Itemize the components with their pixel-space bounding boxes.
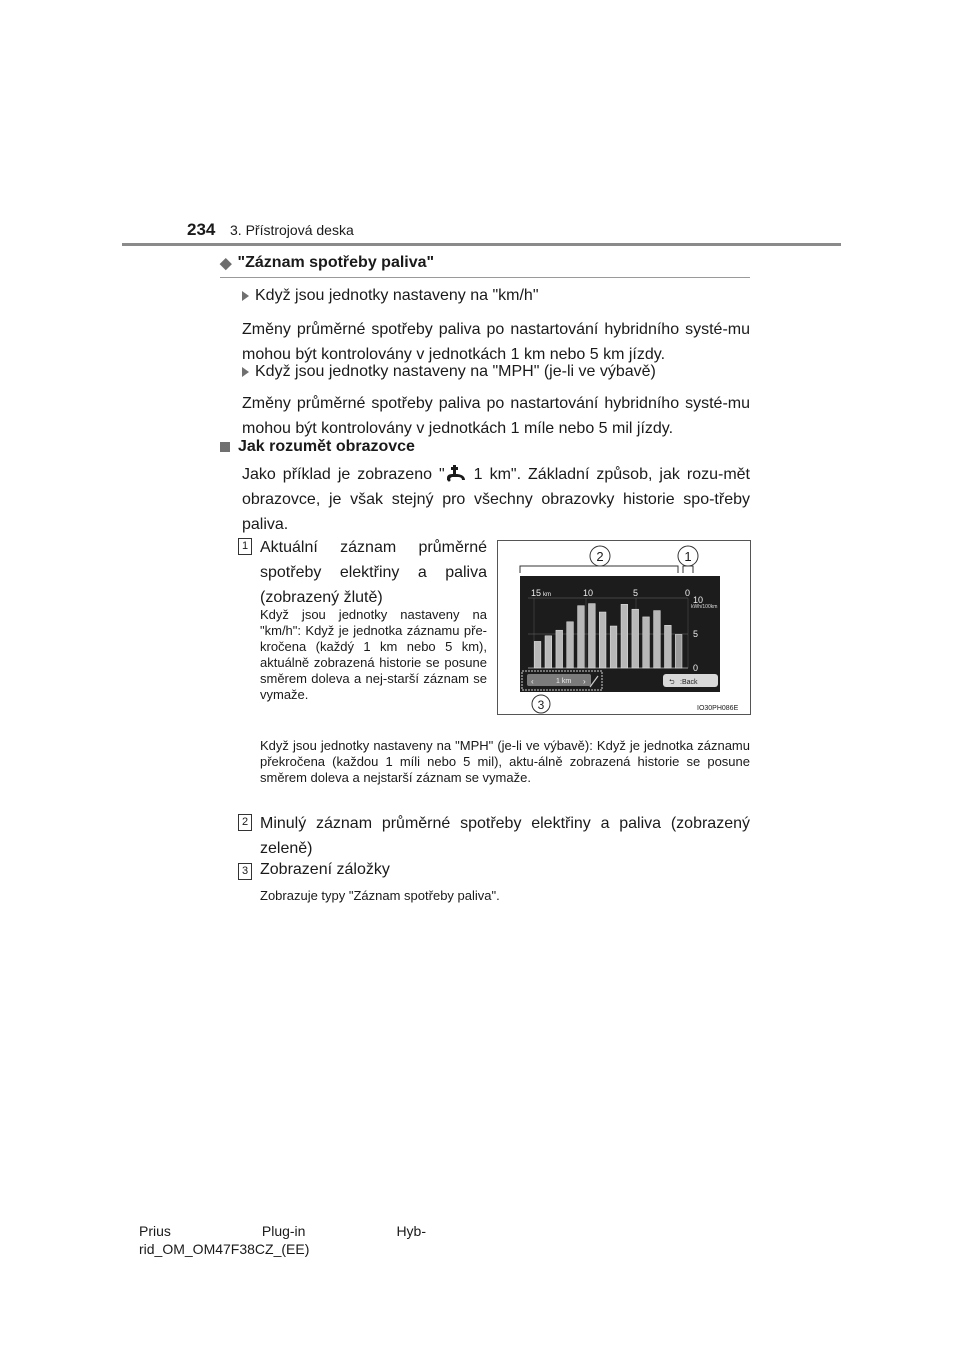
units-kmh-heading-text: Když jsou jednotky nastaveny na "km/h" (255, 287, 539, 304)
section-heading-text: "Záznam spotřeby paliva" (237, 254, 435, 271)
footer-line1-c: Hyb- (396, 1223, 426, 1239)
svg-text:⮌: ⮌ (669, 679, 675, 686)
screen-section-heading (220, 438, 415, 456)
history-bar (654, 611, 661, 668)
callout-2-label: 2 (596, 549, 604, 564)
callout-2 (590, 546, 610, 566)
triangle-bullet-icon (242, 367, 249, 377)
history-bar (578, 606, 585, 668)
history-bar (632, 609, 639, 668)
intro-text-before: Jako příklad je zobrazeno " (242, 466, 445, 483)
y-tick-label: 0 (693, 663, 699, 673)
history-bar (675, 634, 682, 668)
y-unit-label: kWh/100km (691, 604, 718, 610)
units-mph-heading (242, 363, 656, 381)
history-bar (545, 636, 552, 668)
x-tick-label: 15 (531, 588, 542, 598)
x-tick-label: 5 (633, 588, 639, 598)
footer-line1-b: Plug-in (261, 1223, 306, 1239)
callout-1 (678, 546, 698, 566)
back-button-label: :Back (680, 679, 698, 686)
item-1-note-mph: Když jsou jednotky nastaveny na "MPH" (je-li ve výbavě): Když je jednotka záznamu překročena (každou 1 míli nebo 5 mil), aktu-álně zobrazená historie se posune směrem doleva a nejstarší záznam se vymaže. (260, 738, 750, 785)
callout-3 (532, 695, 550, 713)
bracket-past-records (520, 566, 678, 573)
image-code: IO30PH086E (697, 705, 739, 712)
history-bar (599, 612, 606, 668)
screen-section-heading-text: Jak rozumět obrazovce (238, 438, 415, 455)
footer-document-id (139, 1222, 426, 1258)
item-1-note-kmh: Když jsou jednotky nastaveny na "km/h": Když je jednotka záznamu pře-kročena (každý 1 km nebo 5 km), aktuálně zobrazená historie se posune směrem doleva a nej-starší záznam se vymaže. (260, 607, 487, 702)
header-divider (122, 243, 841, 246)
item-number-2: 2 (238, 814, 252, 831)
svg-text:›: › (583, 677, 586, 686)
square-bullet-icon (220, 442, 230, 452)
history-bar (534, 641, 541, 668)
screen-intro-paragraph (242, 462, 750, 537)
history-bar (556, 630, 563, 668)
history-bar (567, 622, 574, 668)
item-3-text: Zobrazení záložky (260, 861, 390, 878)
item-number-1: 1 (238, 538, 252, 555)
history-bar (643, 617, 650, 668)
history-bar (589, 604, 596, 668)
y-tick-label: 10 (693, 595, 704, 605)
units-kmh-paragraph: Změny průměrné spotřeby paliva po nastartování hybridního systé-mu mohou být kontrolovány v jednotkách 1 km nebo 5 km jízdy. (242, 321, 750, 363)
x-unit-label: km (543, 592, 551, 598)
units-mph-heading-text: Když jsou jednotky nastaveny na "MPH" (je-li ve výbavě) (255, 363, 656, 380)
section-title: 3. Přístrojová deska (230, 222, 354, 238)
x-tick-label: 10 (583, 588, 594, 598)
callout-1-label: 1 (684, 549, 692, 564)
screen-figure (497, 540, 751, 715)
units-mph-paragraph: Změny průměrné spotřeby paliva po nastartování hybridního systé-mu mohou být kontrolovány v jednotkách 1 míle nebo 5 mil jízdy. (242, 395, 750, 437)
item-3-note: Zobrazuje typy "Záznam spotřeby paliva". (260, 888, 500, 903)
page-number: 234 (187, 220, 216, 239)
callout-3-label: 3 (537, 698, 545, 712)
x-tick-label: 0 (685, 588, 691, 598)
item-number-3: 3 (238, 863, 252, 880)
y-tick-label: 5 (693, 629, 699, 639)
tab-label: 1 km (556, 678, 572, 685)
section-heading-divider (220, 277, 750, 278)
fuel-history-screen-illustration (498, 541, 750, 714)
triangle-bullet-icon (242, 291, 249, 301)
history-bar (610, 626, 617, 668)
history-bar (621, 604, 628, 668)
plug-car-icon (445, 464, 467, 482)
footer-line1-a: Prius (139, 1223, 171, 1239)
intro-text-after: 1 km". Základní způsob, jak rozu-mět obrazovce, je však stejný pro všechny obrazovky historie spo-třeby paliva. (242, 466, 750, 533)
history-bar (665, 625, 672, 668)
diamond-bullet-icon: ◆ (220, 255, 232, 272)
footer-line2: rid_OM_OM47F38CZ_(EE) (139, 1241, 310, 1257)
svg-text:‹: ‹ (531, 677, 534, 686)
bracket-current-record (683, 566, 693, 573)
item-2-text: Minulý záznam průměrné spotřeby elektřiny a paliva (zobrazený zeleně) (260, 815, 750, 857)
section-heading (220, 254, 434, 272)
item-1-text: Aktuální záznam průměrné spotřeby elektřiny a paliva (zobrazený žlutě) (260, 539, 487, 606)
units-kmh-heading (242, 287, 539, 305)
